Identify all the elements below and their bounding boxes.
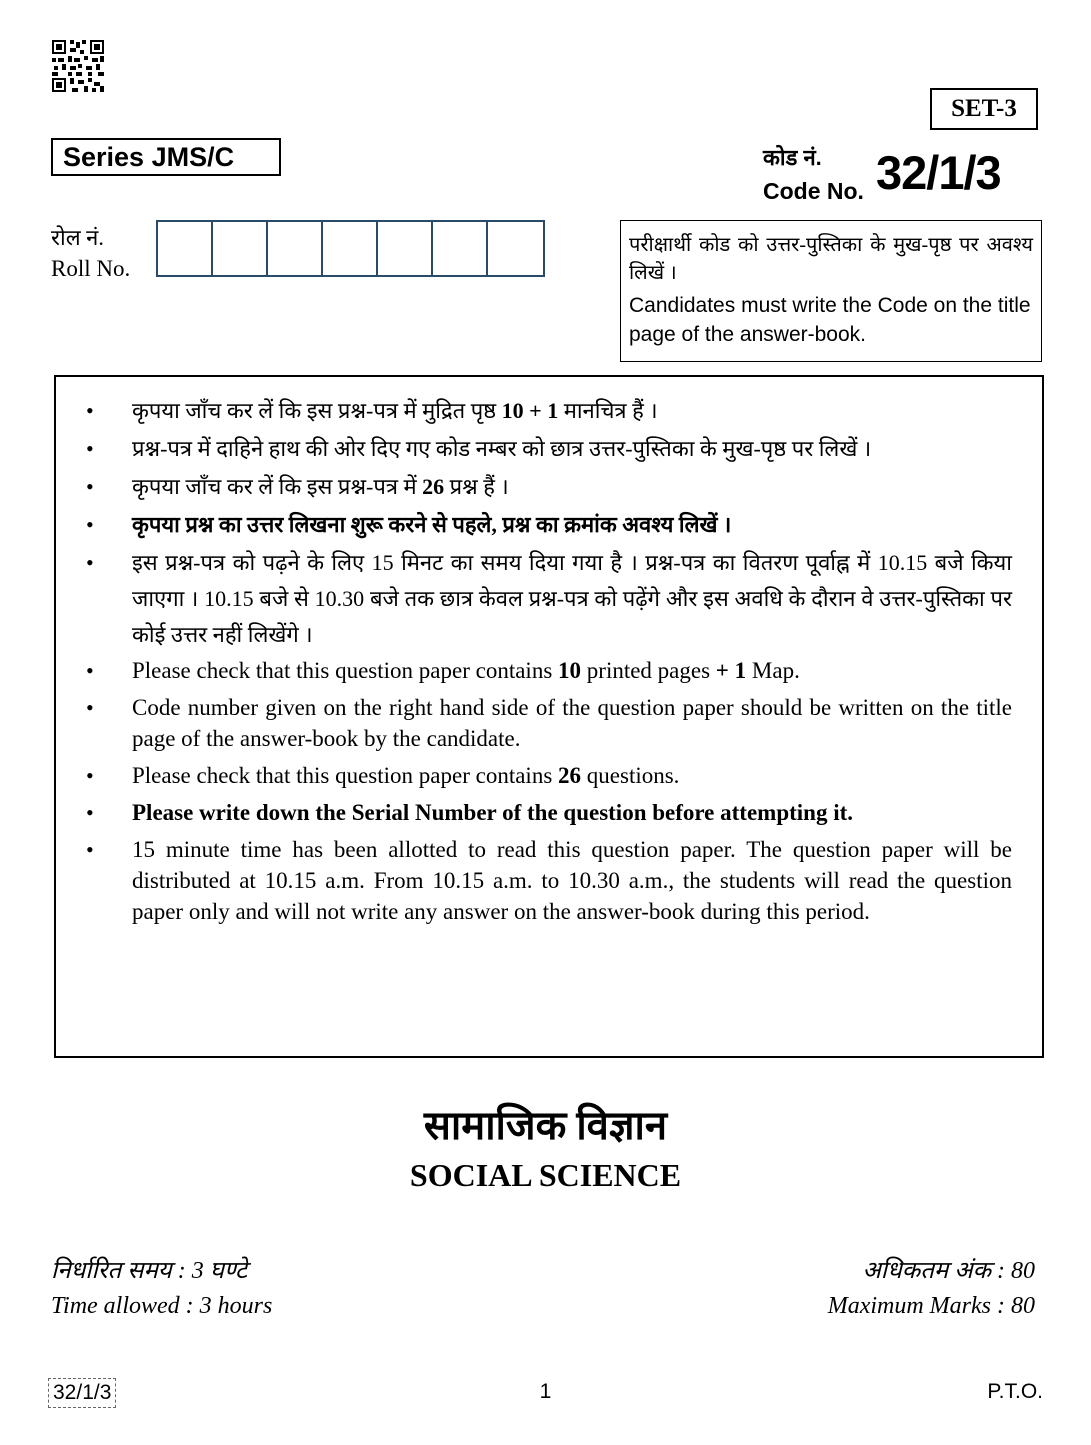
time-allowed-english: Time allowed : 3 hours (51, 1293, 273, 1319)
instruction-bold-text: कृपया प्रश्न का उत्तर लिखना शुरू करने से पहले, प्रश्न का क्रमांक अवश्य लिखें । (132, 512, 732, 537)
roll-digit-box[interactable] (433, 222, 488, 275)
bullet-icon: • (86, 837, 94, 862)
subject-title-english: SOCIAL SCIENCE (409, 1157, 682, 1193)
instruction-text: questions. (581, 763, 680, 788)
instruction-item (56, 545, 1012, 653)
instruction-text: 15 minute time has been allotted to read this question paper. The question paper will be distributed at 10.15 a.m. From 10.15 a.m. to 10.30 a.m., the students will read the question paper only and will not write any answer on the answer-book during this period. (132, 837, 1012, 924)
instruction-text: इस प्रश्न-पत्र को पढ़ने के लिए 15 मिनट का समय दिया गया है । प्रश्न-पत्र का वितरण पूर्वाह्न में 10.15 बजे किया जाएगा । 10.15 बजे से 10.30 बजे तक छात्र केवल प्रश्न-पत्र को पढ़ेंगे और इस अवधि के दौरान वे उत्तर-पुस्तिका पर कोई उत्तर नहीं लिखेंगे । (132, 550, 1012, 647)
roll-digit-box[interactable] (158, 222, 213, 275)
instruction-bold-text: 10 + 1 (501, 398, 559, 423)
roll-digit-box[interactable] (323, 222, 378, 275)
instruction-text: प्रश्न-पत्र में दाहिने हाथ की ओर दिए गए कोड नम्बर को छात्र उत्तर-पुस्तिका के मुख-पृष्ठ पर लिखें । (132, 436, 872, 461)
instruction-bold-text: 26 (422, 474, 445, 499)
instructions-box (54, 375, 1044, 1058)
instruction-bold-text: + 1 (715, 658, 747, 683)
instruction-item (56, 797, 1012, 828)
subject-title-hindi: सामाजिक विज्ञान (423, 1103, 668, 1148)
roll-label-hindi: रोल नं. (51, 225, 104, 250)
instruction-text: प्रश्न हैं । (444, 474, 509, 499)
candidate-note-box (620, 220, 1042, 362)
instruction-text: Map. (746, 658, 800, 683)
instruction-item (56, 431, 1012, 467)
instruction-item (56, 760, 1012, 791)
bullet-icon: • (86, 800, 94, 825)
bullet-icon: • (86, 474, 94, 499)
roll-digit-box[interactable] (268, 222, 323, 275)
instruction-bold-text: 26 (558, 763, 582, 788)
bullet-icon: • (86, 436, 94, 461)
footer-code: 32/1/3 (48, 1378, 116, 1408)
bullet-icon: • (86, 550, 94, 575)
bullet-icon: • (86, 695, 94, 720)
candidate-note-english: Candidates must write the Code on the title page of the answer-book. (629, 294, 1031, 346)
code-label-hindi: कोड नं. (763, 145, 822, 170)
max-marks-hindi: अधिकतम अंक : 80 (862, 1258, 1035, 1284)
instruction-bold-text: Please write down the Serial Number of the question before attempting it. (132, 800, 854, 825)
instruction-item (56, 393, 1012, 429)
set-badge (930, 88, 1038, 130)
instruction-text: कृपया जाँच कर लें कि इस प्रश्न-पत्र में (132, 474, 423, 499)
instruction-text: Code number given on the right hand side of the question paper should be written on the title page of the answer-book by the candidate. (132, 695, 1012, 751)
instruction-text: मानचित्र हैं । (558, 398, 658, 423)
instruction-text: Please check that this question paper contains (132, 763, 559, 788)
time-allowed-hindi: निर्धारित समय : 3 घण्टे (51, 1258, 248, 1284)
bullet-icon: • (86, 658, 94, 683)
candidate-note-hindi: परीक्षार्थी कोड को उत्तर-पुस्तिका के मुख-पृष्ठ पर अवश्य लिखें । (629, 234, 1033, 284)
bullet-icon: • (86, 398, 94, 423)
roll-digit-box[interactable] (488, 222, 543, 275)
instruction-item (56, 692, 1012, 754)
instruction-bold-text: 10 (558, 658, 582, 683)
roll-number-boxes[interactable] (156, 220, 545, 277)
instruction-item (56, 469, 1012, 505)
instruction-text: Please check that this question paper contains (132, 658, 559, 683)
max-marks-english: Maximum Marks : 80 (827, 1293, 1035, 1319)
instruction-item (56, 834, 1012, 927)
series-badge (51, 138, 281, 176)
roll-digit-box[interactable] (213, 222, 268, 275)
bullet-icon: • (86, 763, 94, 788)
roll-label-english: Roll No. (51, 256, 131, 281)
code-label-english: Code No. (763, 178, 864, 204)
pto-label: P.T.O. (987, 1380, 1043, 1403)
qr-code-icon (52, 40, 104, 92)
roll-digit-box[interactable] (378, 222, 433, 275)
code-number: 32/1/3 (876, 146, 1001, 199)
instruction-item (56, 507, 1012, 543)
page-number: 1 (539, 1380, 552, 1403)
set-label: SET-3 (951, 95, 1017, 122)
instructions-list (56, 377, 1042, 927)
instruction-text: printed pages (581, 658, 716, 683)
instruction-text: कृपया जाँच कर लें कि इस प्रश्न-पत्र में मुद्रित पृष्ठ (132, 398, 502, 423)
instruction-item (56, 655, 1012, 686)
series-label: Series JMS/C (63, 141, 235, 172)
bullet-icon: • (86, 512, 94, 537)
